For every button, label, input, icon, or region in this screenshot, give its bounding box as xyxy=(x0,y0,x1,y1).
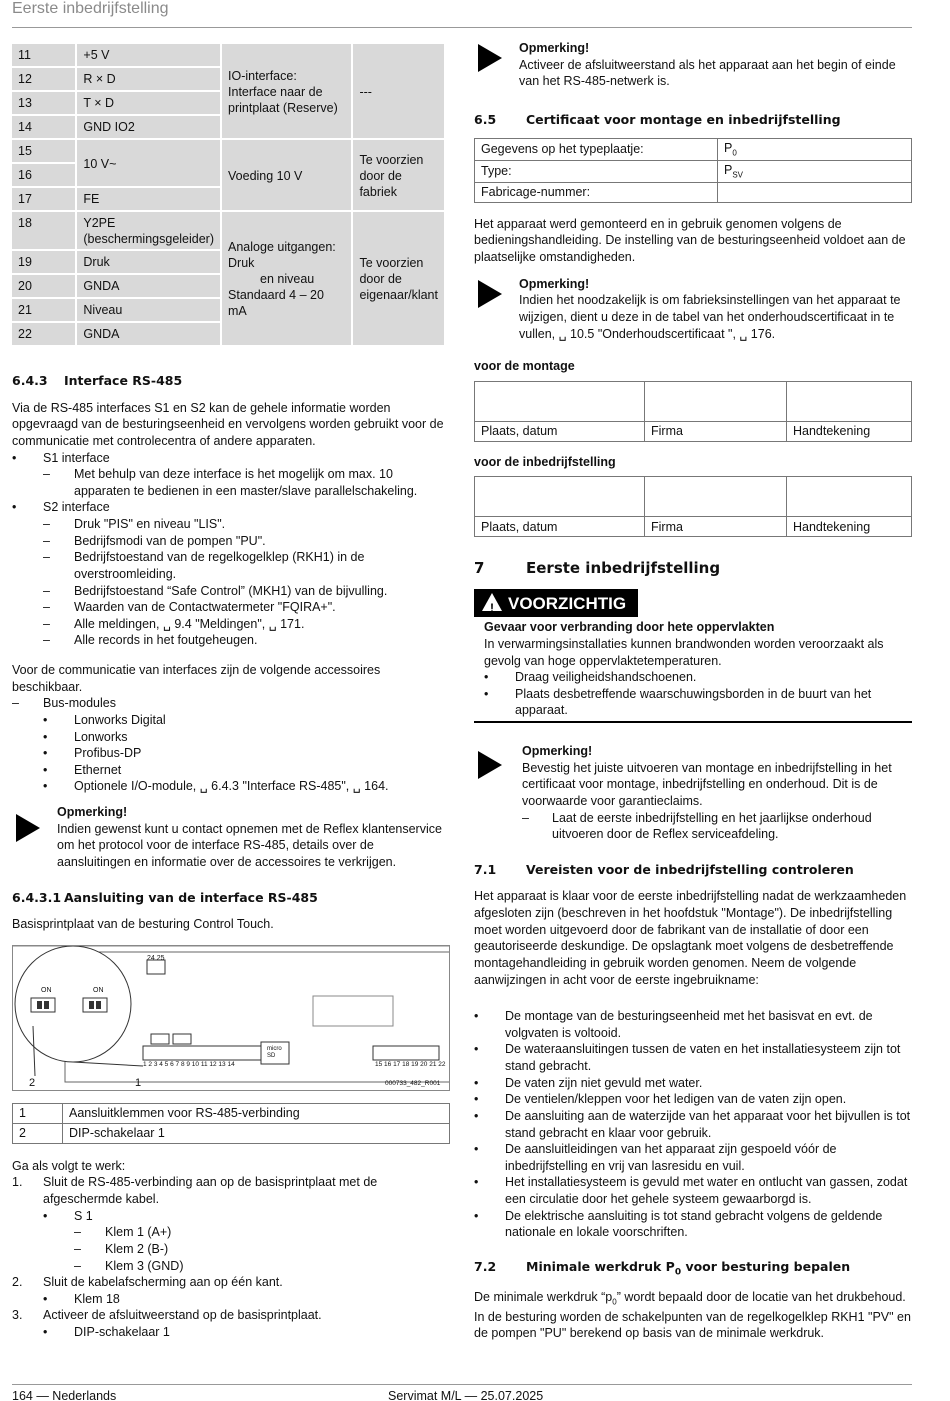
cert-value: $P_0$ xyxy=(718,138,912,160)
fig-callout-1: 1 xyxy=(135,1076,142,1089)
section-heading-72 xyxy=(474,1259,912,1279)
section-title: Eerste inbedrijfstelling xyxy=(526,559,721,578)
sign-col-label: Plaats, datum xyxy=(475,421,645,441)
section-heading-6431 xyxy=(12,890,450,907)
list-item: – Alle records in het foutgeheugen. xyxy=(43,633,258,648)
note-text: Bevestig het juiste uitvoeren van montage en inbedrijfstelling in het certificaat voor montage, inbedrijfstelling en onderhoud. Dit is de voorwaarde voor garantieclaims. xyxy=(522,760,892,808)
legend-text: DIP-schakelaar 1 xyxy=(63,1123,450,1143)
cert-value xyxy=(718,182,912,202)
fig-terminal-top: 24 25 xyxy=(147,954,165,962)
footer-doc: Servimat M/L — 25.07.2025 xyxy=(388,1389,544,1401)
fig-terminals-left: 1 2 3 4 5 6 7 8 9 10 11 12 13 14 xyxy=(143,1060,235,1068)
wire-num: 21 xyxy=(12,299,75,321)
wire-signal: Druk xyxy=(77,251,220,273)
cert-label: Gegevens op het typeplaatje: xyxy=(475,138,718,160)
cert-label: Type: xyxy=(475,160,718,182)
sign-table-inbedrijf xyxy=(474,476,912,537)
warning-triangle-icon: ! xyxy=(482,593,502,611)
fig-callout-2: 2 xyxy=(29,1076,36,1089)
wire-own-io: --- xyxy=(353,44,444,138)
wire-num: 19 xyxy=(12,251,75,273)
fig-on-label: ON xyxy=(41,986,52,994)
list-item: • Optionele I/O-module, ␣ 6.4.3 "Interface RS-485", ␣ 164. xyxy=(43,779,389,794)
wire-func-analog-3: Standaard 4 – 20 mA xyxy=(228,288,324,318)
list-item: • De vaten zijn niet gevuld met water. xyxy=(474,1075,703,1090)
sign-field-place[interactable] xyxy=(475,381,645,421)
list-item: • De ventielen/kleppen voor het ledigen van de vaten zijn open. xyxy=(474,1092,847,1107)
sign-col-label: Handtekening xyxy=(787,517,912,537)
sign-field-signature[interactable] xyxy=(787,381,912,421)
note-title: Opmerking! xyxy=(57,805,128,819)
wire-num: 15 xyxy=(12,140,75,162)
wire-num: 22 xyxy=(12,323,75,345)
list-item: • Plaats desbetreffende waarschuwingsborden in de buurt van het apparaat. xyxy=(484,686,872,718)
list-item: • Draag veiligheidshandschoenen. xyxy=(484,670,697,685)
list-item: • S2 interface xyxy=(12,500,110,515)
fig-code: 000733_482_R001 xyxy=(385,1079,441,1087)
section-number: 6.4.3.1 xyxy=(12,889,62,905)
list-item: • De aansluitleidingen van het apparaat zijn gespoeld vóór de inbedrijfstelling en vrij van lasresidu en vuil. xyxy=(474,1142,837,1173)
warning-block xyxy=(474,589,912,723)
list-item: • S1 interface xyxy=(12,450,110,465)
sign-col-label: Firma xyxy=(645,421,787,441)
page-header xyxy=(12,0,912,28)
note-title: Opmerking! xyxy=(519,41,590,55)
note-block xyxy=(474,40,912,90)
list-item: – Alle meldingen, ␣ 9.4 "Meldingen", ␣ 171. xyxy=(43,616,305,631)
wire-num: 11 xyxy=(12,44,75,66)
footer-page: 164 — Nederlands xyxy=(12,1389,117,1401)
note-arrow-icon xyxy=(478,280,502,308)
left-column xyxy=(12,42,450,1341)
wire-signal: FE xyxy=(77,188,220,210)
section-number: 7.1 xyxy=(474,861,497,877)
wire-func-analog-2: en niveau xyxy=(260,272,315,286)
list-item: • De montage van de besturingseenheid met het basisvat en evt. de volgvaten is voltooid. xyxy=(474,1009,873,1040)
wire-signal: GNDA xyxy=(77,323,220,345)
list-item: • Klem 18 xyxy=(43,1291,120,1306)
sign-col-label: Plaats, datum xyxy=(475,517,645,537)
list-item: • Profibus-DP xyxy=(43,746,142,761)
sign-field-place[interactable] xyxy=(475,477,645,517)
paragraph: Ga als volgt te werk: xyxy=(12,1158,126,1173)
sign-col-label: Firma xyxy=(645,517,787,537)
wire-signal: T × D xyxy=(77,92,220,114)
warning-badge: ! VOORZICHTIG xyxy=(474,589,638,617)
note-block: Opmerking! Bevestig het juiste uitvoeren van montage en inbedrijfstelling in het certificaat voor montage, inbedrijfstelling en onderhoud. Dit is de voorwaarde voor garantieclaims. – Laat de eerste inbedrijfstelling en het jaarlijkse onderhoud uitvoeren door de Reflex serviceafdeling. xyxy=(474,743,912,843)
wire-func-analog xyxy=(222,212,351,345)
wire-signal: 10 V~ xyxy=(77,140,220,186)
section-heading-643 xyxy=(12,373,450,390)
section-heading-71 xyxy=(474,862,912,879)
sign-field-signature[interactable] xyxy=(787,477,912,517)
list-item: • Het installatiesysteem is gevuld met water en ontlucht van gassen, zodat een circulatie door het gehele systeem gewaarborgd is. xyxy=(474,1175,908,1207)
list-item: • S 1 xyxy=(43,1208,93,1223)
legend-num: 1 xyxy=(13,1103,63,1123)
legend-num: 2 xyxy=(13,1123,63,1143)
wire-own-power: Te voorzien door de fabriek xyxy=(353,140,444,210)
step-item: 3. Activeer de afsluitweerstand op de basisprintplaat. xyxy=(12,1308,322,1323)
paragraph: Het apparaat is klaar voor de eerste inbedrijfstelling nadat de werkzaamheden afgesloten zijn (beschreven in het hoofdstuk "Montage"). De inbedrijfstelling moet worden uitgevoerd door de fabrikant van de installatie of door een geautoriseerde deskundige. De opslagtank moet volgens de desbetreffende montagehandleiding in gebruik worden genomen. Neem de volgende aanwijzingen in acht voor de eerste ingebruikname: xyxy=(474,889,907,987)
wire-signal: Y2PE (beschermingsgeleider) xyxy=(77,212,220,249)
wire-func-io: IO-interface: Interface naar de printplaat (Reserve) xyxy=(222,44,351,138)
list-item: • De elektrische aansluiting is tot stand gebracht volgens de geldende nationale en lokale voorschriften. xyxy=(474,1208,883,1240)
wire-signal: +5 V xyxy=(77,44,220,66)
list-item: – Klem 2 (B-) xyxy=(74,1241,169,1256)
wire-own-analog: Te voorzien door de eigenaar/klant xyxy=(353,212,444,345)
list-item: – Druk "PIS" en niveau "LIS". xyxy=(43,517,226,531)
section-title: Aansluiting van de interface RS-485 xyxy=(64,889,318,905)
page-footer xyxy=(12,1384,912,1401)
wire-signal: GNDA xyxy=(77,275,220,297)
note-text: Indien gewenst kunt u contact opnemen met de Reflex klantenservice om het protocol voor de interface RS-485, details over de aansluitingen en informatie over de accessoires te verkrijgen. xyxy=(57,821,442,869)
section-heading-7 xyxy=(474,559,912,579)
section-title: Vereisten voor de inbedrijfstelling controleren xyxy=(526,861,854,877)
right-column xyxy=(474,40,912,1342)
warning-title: Gevaar voor verbranding door hete oppervlakten xyxy=(484,620,775,635)
wire-signal: GND IO2 xyxy=(77,116,220,138)
list-item: – Klem 3 (GND) xyxy=(74,1258,184,1273)
section-title: Interface RS-485 xyxy=(64,373,183,388)
list-item: – Bedrijfstoestand “Safe Control” (MKH1) van de bijvulling. xyxy=(43,583,388,598)
section-number: 7 xyxy=(474,559,485,578)
wire-signal: R × D xyxy=(77,68,220,90)
note-subitem: Laat de eerste inbedrijfstelling en het jaarlijkse onderhoud uitvoeren door de Reflex serviceafdeling. xyxy=(552,810,872,842)
wire-num: 17 xyxy=(12,188,75,210)
header-title: Eerste inbedrijfstelling xyxy=(12,0,169,17)
wire-num: 16 xyxy=(12,164,75,186)
paragraph: Basisprintplaat van de besturing Control Touch. xyxy=(12,917,274,932)
fig-microsd-label: micro SD xyxy=(267,1045,282,1059)
wire-num: 13 xyxy=(12,92,75,114)
figure-legend xyxy=(12,1103,450,1144)
section-heading-65 xyxy=(474,112,912,129)
note-text: Indien het noodzakelijk is om fabrieksinstellingen van het apparaat te wijzigen, dient u deze in de tabel van het onderhoudscertificaat in te vullen, ␣ 10.5 "Onderhoudscertificaat ", ␣ 176. xyxy=(519,293,901,341)
wire-num: 20 xyxy=(12,275,75,297)
section-number: 6.4.3 xyxy=(12,373,48,388)
wire-signal: Niveau xyxy=(77,299,220,321)
fig-on-label: ON xyxy=(93,986,104,994)
note-title: Opmerking! xyxy=(522,744,593,759)
note-title: Opmerking! xyxy=(519,276,590,291)
paragraph: Via de RS-485 interfaces S1 en S2 kan de gehele informatie worden opgevraagd van de besturingseenheid en vervolgens worden gebruikt voor de communicatie met controlecentra of andere apparaten. xyxy=(12,400,444,448)
list-item: – Bedrijfsmodi van de pompen "PU". xyxy=(43,533,266,548)
list-item: • De aansluiting aan de waterzijde van het apparaat voor het bijvullen is tot stand gebracht en klaar voor gebruik. xyxy=(474,1108,911,1140)
note-text: Activeer de afsluitweerstand als het apparaat aan het begin of einde van het RS-485-netwerk is. xyxy=(519,57,896,89)
section-title: Minimale werkdruk $P_0$ voor besturing bepalen xyxy=(526,1258,851,1278)
wire-func-power: Voeding 10 V xyxy=(222,140,351,210)
terminal-block-left xyxy=(143,1034,261,1060)
cert-label: Fabricage-nummer: xyxy=(475,182,718,202)
step-item: 2. Sluit de kabelafscherming aan op één kant. xyxy=(12,1275,283,1290)
note-arrow-icon xyxy=(16,814,40,842)
wiring-table xyxy=(10,42,446,347)
note-arrow-icon xyxy=(478,751,502,779)
list-item: – Bedrijfstoestand van de regelkogelklep (RKH1) in de overstroomleiding. xyxy=(43,550,365,581)
wire-num: 14 xyxy=(12,116,75,138)
sign-field-company[interactable] xyxy=(645,381,787,421)
warning-text: In verwarmingsinstallaties kunnen brandwonden worden veroorzaakt als gevolg van hoge oppervlaktetemperaturen. xyxy=(484,636,884,668)
wire-func-analog-1: Analoge uitgangen: Druk xyxy=(228,240,336,270)
list-item: – Met behulp van deze interface is het mogelijk om max. 10 apparaten te bedienen in een master/slave parallelschakeling. xyxy=(43,467,418,498)
list-item: • Ethernet xyxy=(43,762,122,777)
legend-text: Aansluitklemmen voor RS-485-verbinding xyxy=(63,1103,450,1123)
cert-value: $P_{SV}$ xyxy=(718,160,912,182)
wire-num: 12 xyxy=(12,68,75,90)
cert-table xyxy=(474,138,912,203)
section-title: Certificaat voor montage en inbedrijfstelling xyxy=(526,111,841,127)
sign-label-inbedrijf: voor de inbedrijfstelling xyxy=(474,454,616,469)
section-number: 7.2 xyxy=(474,1258,497,1274)
list-item: – Klem 1 (A+) xyxy=(74,1225,172,1240)
note-block xyxy=(474,276,912,343)
note-arrow-icon xyxy=(478,44,502,72)
paragraph: Voor de communicatie van interfaces zijn de volgende accessoires beschikbaar. xyxy=(12,663,381,694)
sign-col-label: Handtekening xyxy=(787,421,912,441)
paragraph: De minimale werkdruk “$p_0$” wordt bepaald door de locatie van het drukbehoud. In de besturing worden de schakelpunten van de regelkogelklep RKH1 "PV" en de pompen "PU" berekend op basis van de minimale werkdruk. xyxy=(474,1290,911,1341)
sign-label-montage: voor de montage xyxy=(474,359,575,374)
section-number: 6.5 xyxy=(474,111,497,127)
pcb-figure xyxy=(12,945,450,1091)
list-item: • Lonworks Digital xyxy=(43,712,166,727)
list-item: – Bus-modules xyxy=(12,696,116,711)
list-item: • DIP-schakelaar 1 xyxy=(43,1325,170,1339)
note-block xyxy=(12,804,450,871)
sign-field-company[interactable] xyxy=(645,477,787,517)
wire-num: 18 xyxy=(12,212,75,249)
fig-terminals-right: 15 16 17 18 19 20 21 22 xyxy=(375,1060,446,1068)
list-item: – Waarden van de Contactwatermeter "FQIRA+". xyxy=(43,600,336,615)
paragraph: Het apparaat werd gemonteerd en in gebruik genomen volgens de bedieningshandleiding. De instelling van de besturingseenheid voldoet aan de plaatselijke omstandigheden. xyxy=(474,216,906,264)
list-item: • Lonworks xyxy=(43,729,128,744)
step-item: 1. Sluit de RS-485-verbinding aan op de basisprintplaat met de afgeschermde kabel. xyxy=(12,1175,378,1206)
list-item: • De wateraansluitingen tussen de vaten en het installatiesysteem zijn tot stand gebracht. xyxy=(474,1042,901,1074)
sign-table-montage xyxy=(474,381,912,442)
